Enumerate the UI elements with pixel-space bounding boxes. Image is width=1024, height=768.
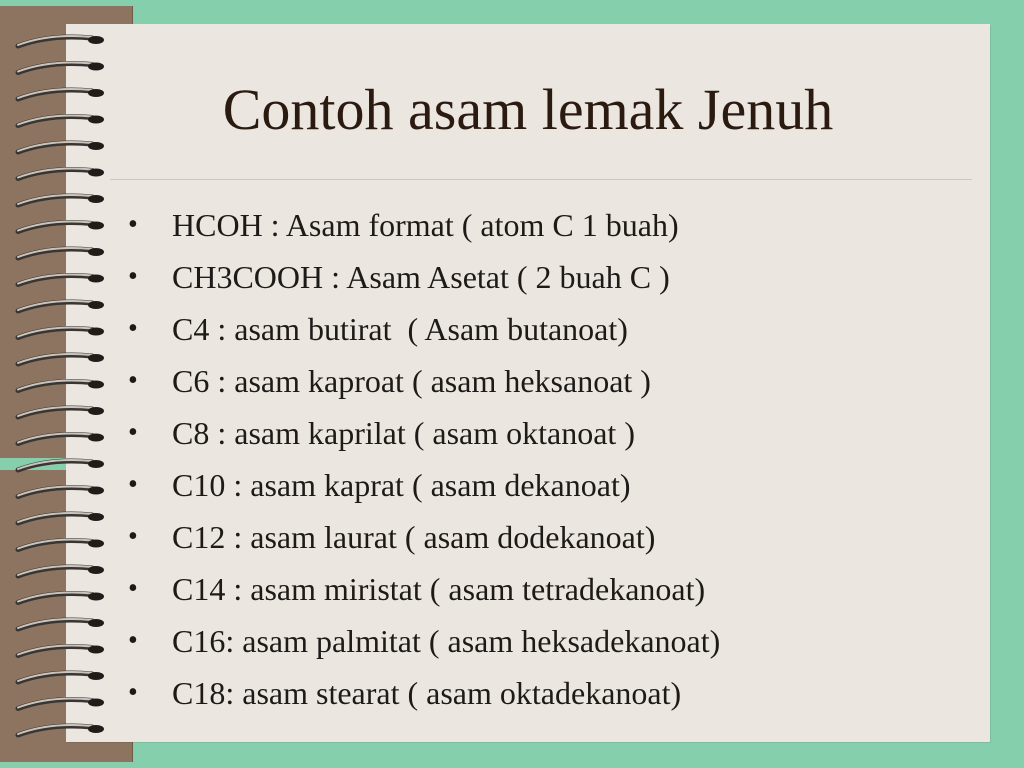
bullet-icon: •: [128, 365, 138, 396]
bullet-icon: •: [128, 469, 138, 500]
list-item-text: CH3COOH : Asam Asetat ( 2 buah C ): [172, 259, 670, 295]
list-item-text: C12 : asam laurat ( asam dodekanoat): [172, 519, 656, 555]
binding-ring-icon: [18, 63, 104, 73]
binding-ring-icon: [18, 222, 104, 232]
list-item-text: C4 : asam butirat ( Asam butanoat): [172, 311, 628, 347]
list-item: [128, 303, 720, 355]
spiral-binding-icon: [0, 0, 120, 768]
list-item-text: C18: asam stearat ( asam oktadekanoat): [172, 675, 682, 711]
binding-ring-icon: [18, 619, 104, 629]
bullet-icon: •: [128, 625, 138, 656]
binding-ring-icon: [18, 381, 104, 391]
binding-ring-icon: [18, 169, 104, 179]
bullet-icon: •: [128, 313, 138, 344]
bullet-icon: •: [128, 417, 138, 448]
bullet-icon: •: [128, 521, 138, 552]
list-item: [128, 563, 720, 615]
bullet-icon: •: [128, 677, 138, 708]
bullet-icon: •: [128, 261, 138, 292]
binding-ring-icon: [18, 195, 104, 205]
list-item: [128, 407, 720, 459]
title-divider: [110, 179, 972, 180]
list-item-text: C16: asam palmitat ( asam heksadekanoat): [172, 623, 721, 659]
list-item-text: HCOH : Asam format ( atom C 1 buah): [172, 207, 679, 243]
binding-ring-icon: [18, 460, 104, 470]
list-item-text: C14 : asam miristat ( asam tetradekanoat): [172, 571, 706, 607]
list-item-text: C8 : asam kaprilat ( asam oktanoat ): [172, 415, 635, 451]
list-item-text: C6 : asam kaproat ( asam heksanoat ): [172, 363, 651, 399]
binding-ring-icon: [18, 566, 104, 576]
list-item-text: C10 : asam kaprat ( asam dekanoat): [172, 467, 631, 503]
binding-ring-icon: [18, 36, 104, 46]
binding-ring-icon: [18, 540, 104, 550]
bullet-icon: •: [128, 573, 138, 604]
binding-ring-icon: [18, 513, 104, 523]
binding-ring-icon: [18, 275, 104, 285]
binding-ring-icon: [18, 89, 104, 99]
binding-ring-icon: [18, 354, 104, 364]
binding-ring-icon: [18, 434, 104, 444]
binding-ring-icon: [18, 248, 104, 258]
list-item: [128, 615, 720, 667]
binding-ring-icon: [18, 699, 104, 709]
binding-ring-icon: [18, 487, 104, 497]
binding-ring-icon: [18, 646, 104, 656]
list-item: [128, 199, 720, 251]
binding-ring-icon: [18, 142, 104, 152]
bullet-icon: •: [128, 209, 138, 240]
list-item: [128, 355, 720, 407]
bullet-list: [128, 199, 720, 719]
binding-ring-icon: [18, 328, 104, 338]
slide-title: Contoh asam lemak Jenuh: [222, 77, 834, 142]
binding-ring-icon: [18, 301, 104, 311]
binding-ring-icon: [18, 407, 104, 417]
list-item: [128, 511, 720, 563]
binding-ring-icon: [18, 725, 104, 735]
binding-ring-icon: [18, 672, 104, 682]
binding-ring-icon: [18, 116, 104, 126]
list-item: [128, 251, 720, 303]
binding-ring-icon: [18, 593, 104, 603]
list-item: [128, 459, 720, 511]
list-item: [128, 667, 720, 719]
